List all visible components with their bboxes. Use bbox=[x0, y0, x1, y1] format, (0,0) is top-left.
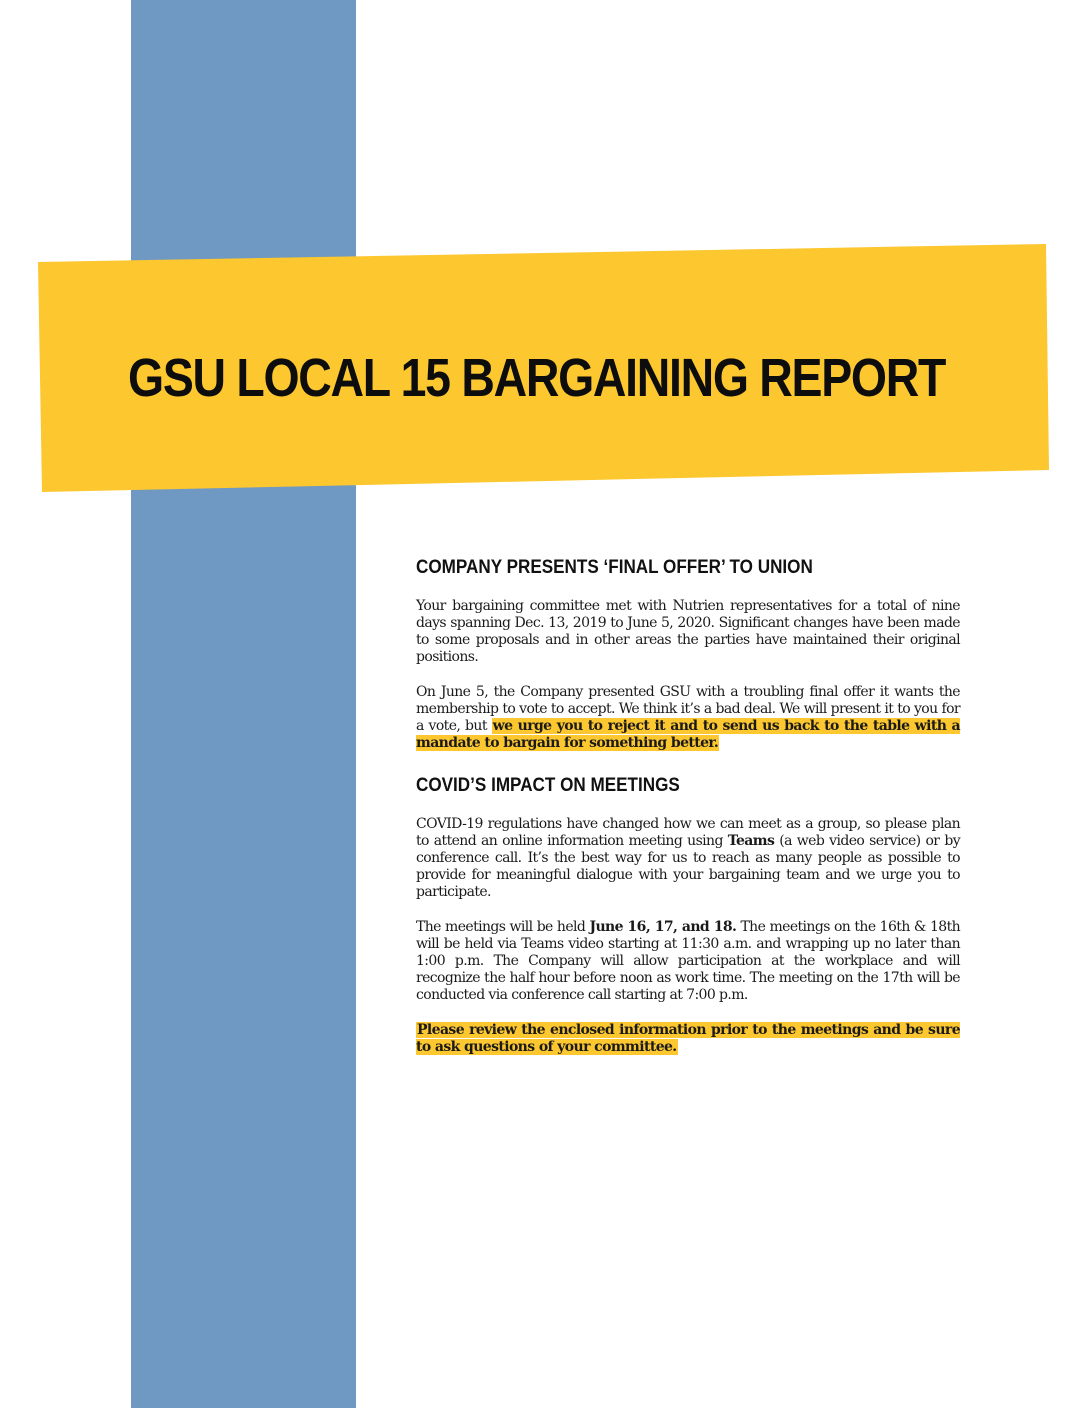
paragraph-final-offer-text: On June 5, the Company presented GSU with a troubling final offer it wants the membership to vote to accept. We think it’s a bad deal. We will present it to you for a vote, but bbox=[416, 684, 960, 734]
paragraph-review-info bbox=[416, 1022, 960, 1056]
report-title: GSU LOCAL 15 BARGAINING REPORT bbox=[128, 348, 946, 408]
report-body bbox=[416, 556, 960, 1056]
paragraph-meeting-schedule bbox=[416, 919, 960, 1004]
paragraph-meeting-schedule-start: The meetings will be held bbox=[416, 919, 590, 935]
paragraph-online-meeting-end: (a web video service) or by conference call. It’s the best way for us to reach as many people as possible to provide for meaningful dialogue with your bargaining team and we urge you to participate. bbox=[416, 833, 960, 900]
highlight-reject-offer: we urge you to reject it and to send us back to the table with a mandate to bargain for something better. bbox=[416, 718, 960, 751]
meeting-dates-bold: June 16, 17, and 18. bbox=[589, 919, 737, 935]
paragraph-bargaining-summary: Your bargaining committee met with Nutrien representatives for a total of nine days spanning Dec. 13, 2019 to June 5, 2020. Significant changes have been made to some proposals and in other areas the parties have maintained their original positions. bbox=[416, 598, 960, 665]
section-heading-final-offer: COMPANY PRESENTS ‘FINAL OFFER’ TO UNION bbox=[416, 557, 813, 578]
teams-bold: Teams bbox=[727, 833, 775, 849]
paragraph-meeting-schedule-end: The meetings on the 16th & 18th will be held via Teams video starting at 11:30 a.m. and wrapping up no later than 1:00 p.m. The Company will allow participation at the workplace and will recognize the half hour before noon as work time. The meeting on the 17th will be conducted via conference call starting at 7:00 p.m. bbox=[416, 919, 961, 1003]
highlight-review-info: Please review the enclosed information prior to the meetings and be sure to ask questions of your committee. bbox=[416, 1022, 960, 1055]
paragraph-online-meeting bbox=[416, 816, 960, 901]
paragraph-final-offer bbox=[416, 684, 960, 752]
section-heading-covid-impact: COVID’S IMPACT ON MEETINGS bbox=[416, 775, 680, 796]
paragraph-online-meeting-start: COVID-19 regulations have changed how we can meet as a group, so please plan to attend an online information meeting using bbox=[416, 816, 960, 849]
